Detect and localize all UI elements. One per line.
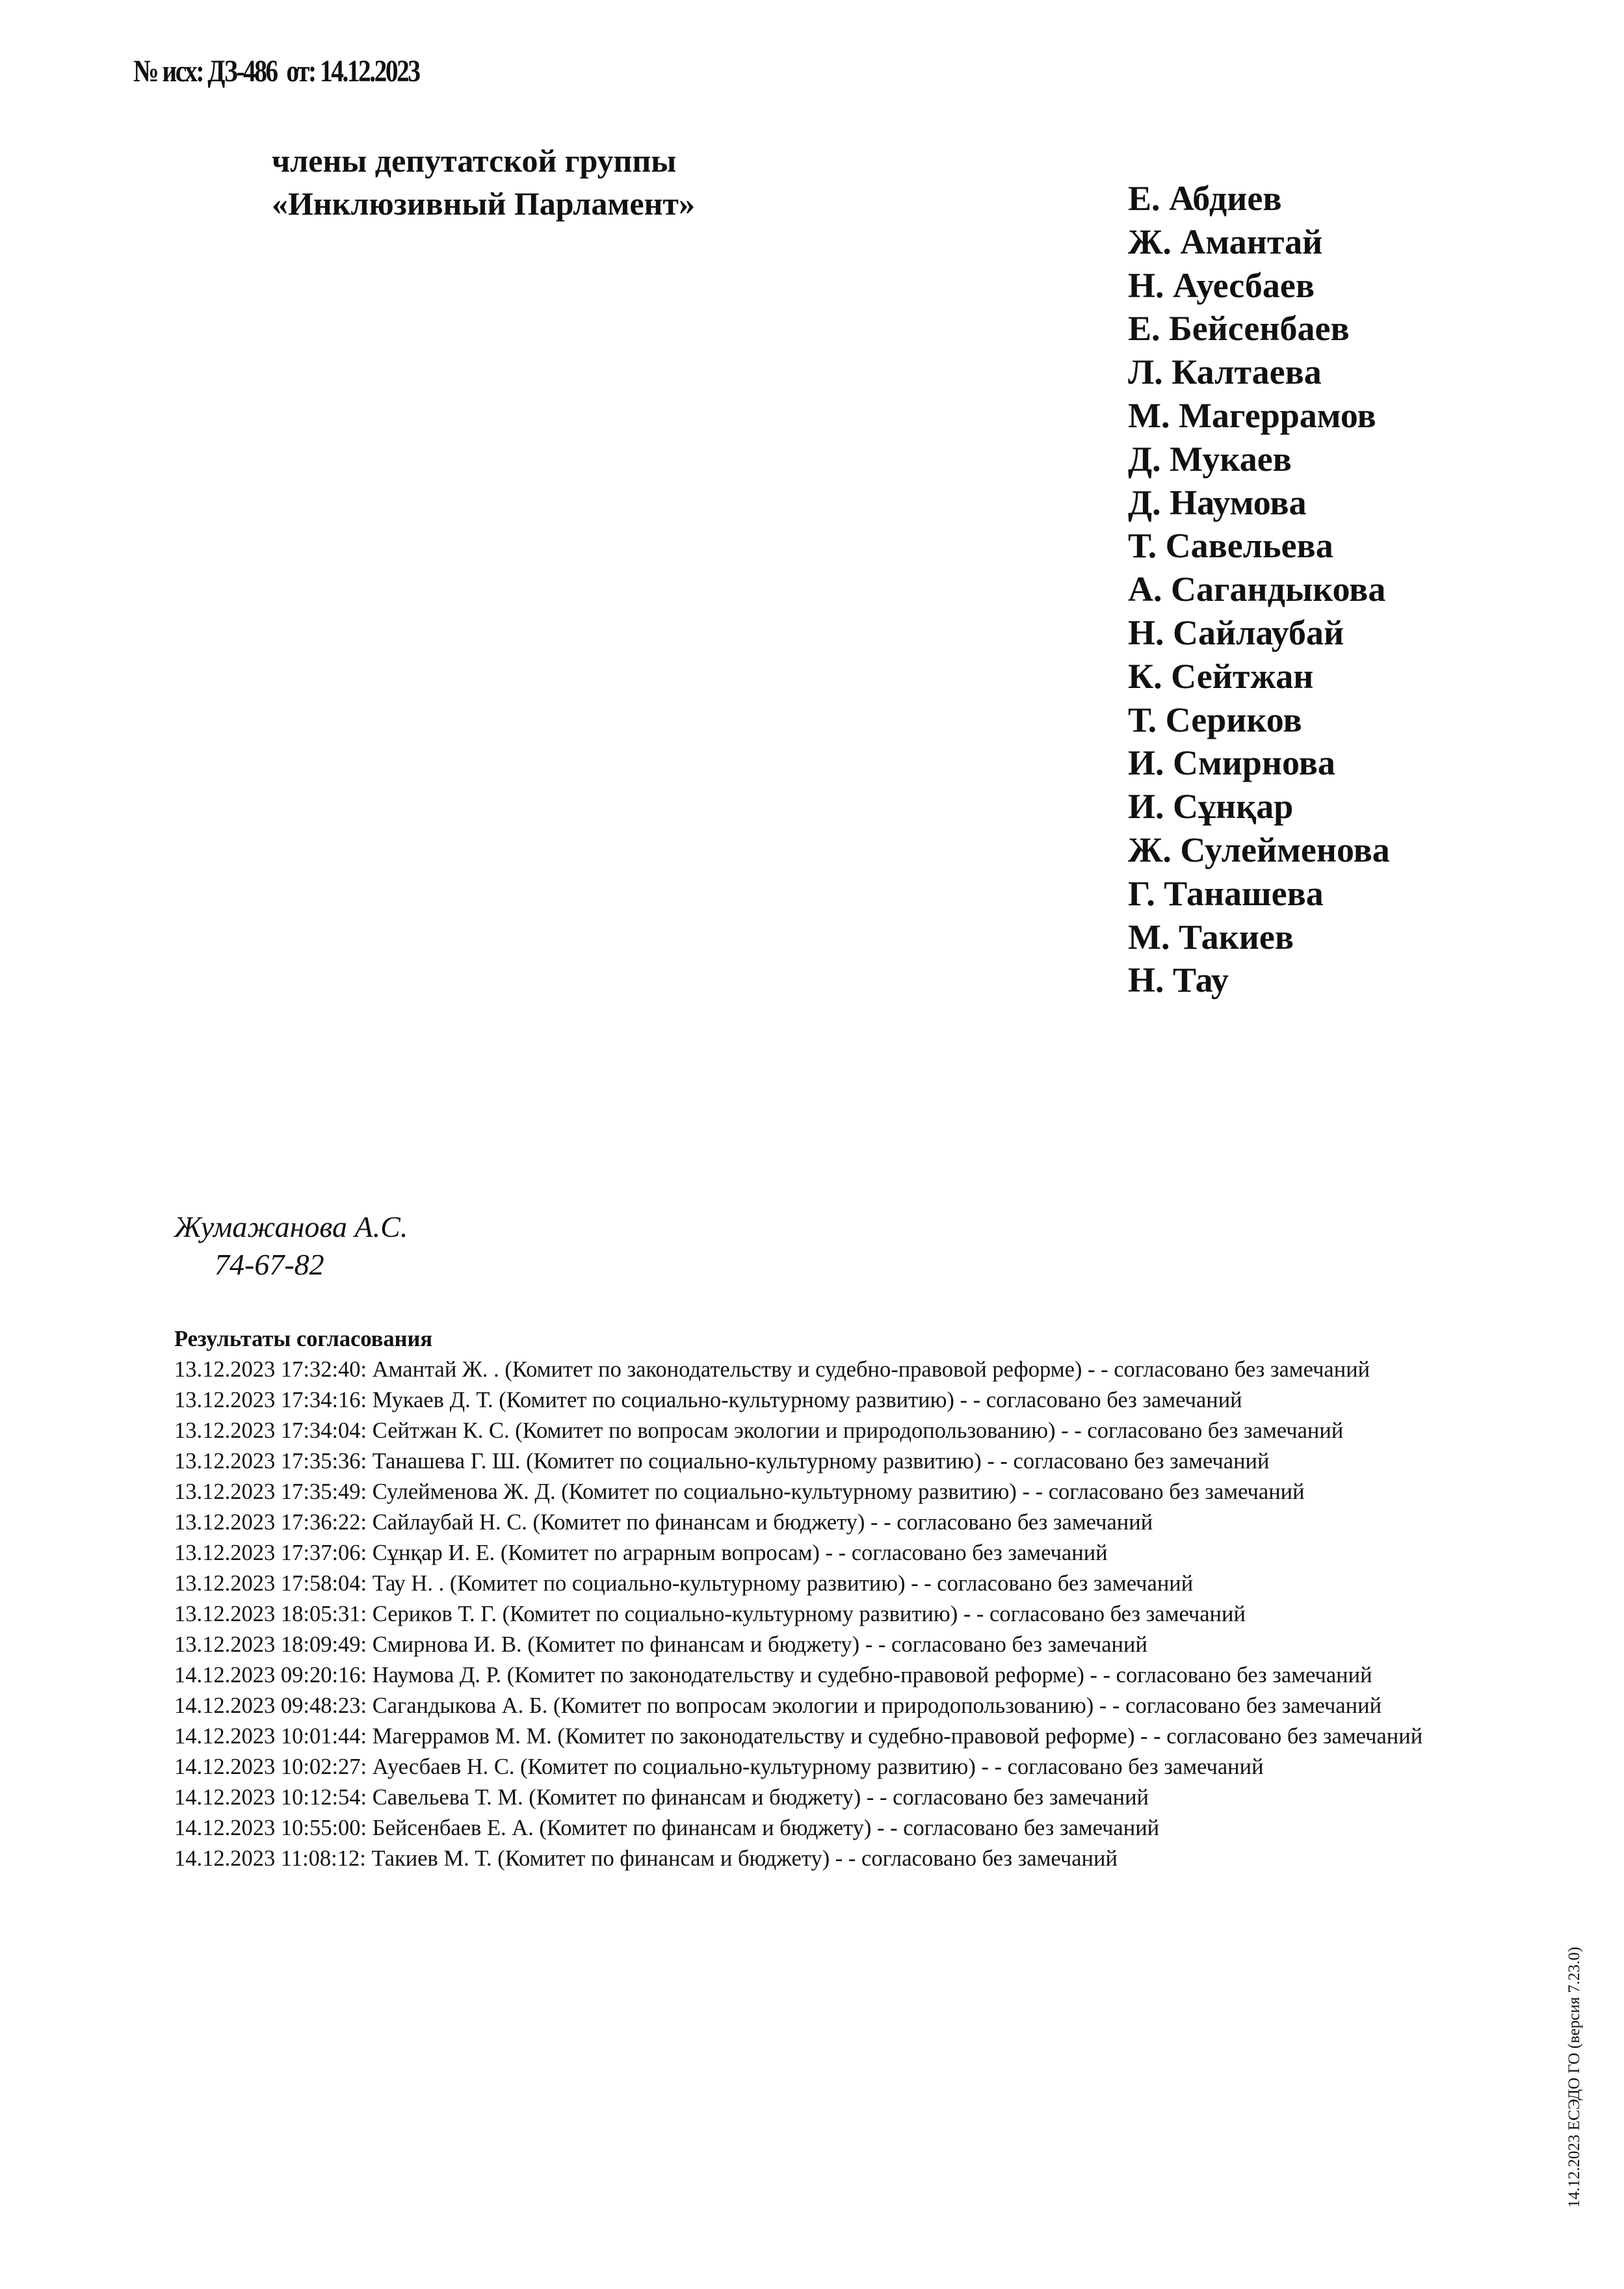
approval-row: 14.12.2023 10:01:44: Магеррамов М. М. (Комитет по законодательству и судебно-правовой реформе) - - согласовано без замечаний — [174, 1724, 1423, 1749]
member-name: М. Такиев — [1128, 917, 1294, 957]
approval-row: 13.12.2023 17:58:04: Тау Н. . (Комитет по социально-культурному развитию) - - согласовано без замечаний — [174, 1571, 1194, 1596]
executor-name: Жумажанова А.С. — [174, 1210, 408, 1243]
member-name: Ж. Сулейменова — [1128, 830, 1390, 869]
approval-results — [174, 1324, 1559, 1874]
approval-row: 14.12.2023 09:48:23: Сагандыкова А. Б. (Комитет по вопросам экологии и природопользованию) - - согласовано без замечаний — [174, 1693, 1382, 1718]
approval-row: 13.12.2023 18:09:49: Смирнова И. В. (Комитет по финансам и бюджету) - - согласовано без замечаний — [174, 1632, 1147, 1657]
member-name: И. Смирнова — [1128, 743, 1335, 783]
outgoing-date: от: 14.12.2023 — [286, 54, 419, 88]
member-name: М. Магеррамов — [1128, 395, 1376, 435]
outgoing-number-header — [133, 53, 428, 89]
results-title: Результаты согласования — [174, 1327, 433, 1351]
approval-row: 13.12.2023 17:37:06: Сұнқар И. Е. (Комитет по аграрным вопросам) - - согласовано без замечаний — [174, 1541, 1108, 1565]
member-name: Т. Сериков — [1128, 700, 1302, 739]
approval-row: 14.12.2023 11:08:12: Такиев М. Т. (Комитет по финансам и бюджету) - - согласовано без замечаний — [174, 1846, 1118, 1871]
member-name: Н. Сайлаубай — [1128, 613, 1344, 652]
approval-row: 13.12.2023 17:35:36: Танашева Г. Ш. (Комитет по социально-культурному развитию) - - согласовано без замечаний — [174, 1449, 1270, 1474]
member-name: Н. Тау — [1128, 960, 1229, 1000]
approval-row: 13.12.2023 17:35:49: Сулейменова Ж. Д. (Комитет по социально-культурному развитию) - - согласовано без замечаний — [174, 1479, 1305, 1504]
member-name: И. Сұнқар — [1128, 787, 1294, 827]
member-name: Н. Ауесбаев — [1128, 265, 1315, 305]
member-name: Д. Мукаев — [1128, 439, 1292, 479]
member-list — [1128, 177, 1390, 1002]
addressee-line-2: «Инклюзивный Парламент» — [272, 185, 695, 222]
approval-row: 14.12.2023 10:12:54: Савельева Т. М. (Комитет по финансам и бюджету) - - согласовано без замечаний — [174, 1785, 1149, 1810]
approval-row: 14.12.2023 10:55:00: Бейсенбаев Е. А. (Комитет по финансам и бюджету) - - согласовано без замечаний — [174, 1816, 1160, 1840]
approval-row: 13.12.2023 17:36:22: Сайлаубай Н. С. (Комитет по финансам и бюджету) - - согласовано без замечаний — [174, 1510, 1153, 1535]
addressee-group — [272, 139, 695, 225]
member-name: Л. Калтаева — [1128, 352, 1322, 392]
member-name: Е. Абдиев — [1128, 179, 1282, 218]
approval-row: 13.12.2023 17:32:40: Амантай Ж. . (Комитет по законодательству и судебно-правовой реформе) - - согласовано без замечаний — [174, 1357, 1370, 1382]
approval-row: 13.12.2023 18:05:31: Сериков Т. Г. (Комитет по социально-культурному развитию) - - согласовано без замечаний — [174, 1602, 1246, 1626]
side-system-stamp: 14.12.2023 ЕСЭДО ГО (версия 7.23.0) — [1565, 1946, 1583, 2208]
member-name: Е. Бейсенбаев — [1128, 309, 1350, 349]
outgoing-number: № исх: ДЗ-486 — [133, 54, 277, 88]
approval-row: 14.12.2023 10:02:27: Ауесбаев Н. С. (Комитет по социально-культурному развитию) - - согласовано без замечаний — [174, 1754, 1264, 1779]
member-name: Г. Танашева — [1128, 873, 1324, 913]
approval-row: 14.12.2023 09:20:16: Наумова Д. Р. (Комитет по законодательству и судебно-правовой реформе) - - согласовано без замечаний — [174, 1663, 1372, 1687]
executor-block — [174, 1208, 408, 1284]
member-name: Т. Савельева — [1128, 526, 1333, 566]
approval-row: 13.12.2023 17:34:04: Сейтжан К. С. (Комитет по вопросам экологии и природопользованию) - - согласовано без замечаний — [174, 1418, 1344, 1443]
member-name: А. Сагандыкова — [1128, 570, 1386, 609]
approval-row: 13.12.2023 17:34:16: Мукаев Д. Т. (Комитет по социально-культурному развитию) - - согласовано без замечаний — [174, 1388, 1242, 1412]
addressee-line-1: члены депутатской группы — [272, 142, 677, 179]
member-name: К. Сейтжан — [1128, 656, 1314, 696]
member-name: Ж. Амантай — [1128, 222, 1323, 261]
executor-phone: 74-67-82 — [215, 1248, 324, 1281]
member-name: Д. Наумова — [1128, 483, 1307, 522]
